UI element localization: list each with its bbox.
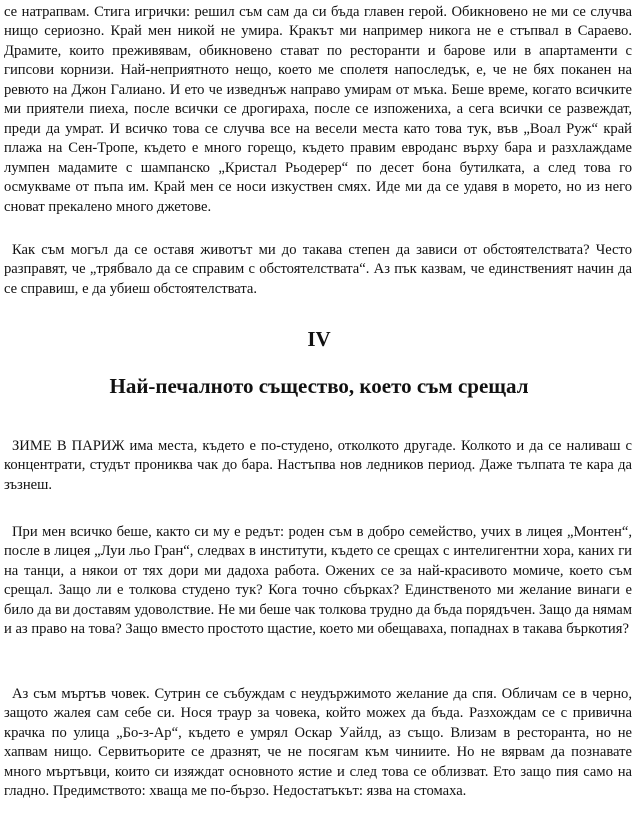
paragraph: Аз съм мъртъв човек. Сутрин се събуждам с неудържимото желание да спя. Обличам се в черно, защото жалея сам себе си. Нося траур за човека, който можех да бъда. Разхождам се с привична крачка по улица „Бо-з-Ар“, където е умрял Оскар Уайлд, аз също. Влизам в ресторанта, но не хапвам нищо. Сервитьорите се дразнят, че не посягам към чиниите. Но не вярвам да познавате много мъртъвци, които си изяждат основното ястие и след това се облизват. Ето защо пия само на гладно. Предимството: хваща ме по-бързо. Недостатъкът: язва на стомаха. [4, 686, 632, 800]
paragraph: При мен всичко беше, както си му е редът: роден съм в добро семейство, учих в лицея „Монтен“, после в лицея „Луи льо Гран“, следвах в институти, където се срещах с интелигентни хора, каних ги на танци, а някои от тях дори ми дадоха работа. Ожених се за най-красивото момиче, което съм срещал. Защо ли е толкова студено тук? Кога точно сбърках? Единственото ми желание винаги е било да ви доставям удоволствие. Не ми беше чак толкова трудно да бъда порядъчен. Защо да нямам и аз право на това? Защо вместо простото щастие, което ми обещаваха, попаднах в такава бъркотия? [4, 524, 632, 638]
paragraph-continued: се натрапвам. Стига игрички: решил съм сам да си бъда главен герой. Обикновено не ми се случва нищо сериозно. Край мен никой не умира. Кракът ми например никога не е стъпвал в Сараево. Драмите, които преживявам, обикновено стават по ресторанти и барове или в апартаменти с гипсови корнизи. Най-неприятното нещо, което ме сполетя напоследък, е, че не бях поканен на ревюто на Джон Галиано. И ето че изведнъж направо умирам от мъка. Беше време, когато всичките ми приятели пиеха, после всички се дрогираха, после се изпожениха, а сега всички се развеждат, преди да умрат. И всичко това се случва все на весели места като това тук, във „Воал Руж“ край плажа на Сен-Тропе, където е много горещо, където правим евроданс върху бара и разхлаждаме лумпен мадамите с шампанско „Кристал Рьодерер“ по десет бона бутилката, а след това го осмукваме от пъпа им. Край мен се носи изкуствен смях. Иде ми да се удавя в морето, но из него сноват прекалено много джетове. [4, 4, 632, 215]
chapter-number: IV [307, 327, 331, 351]
paragraph: Как съм могъл да се оставя животът ми до такава степен да зависи от обстоятелствата? Често разправят, че „трябвало да се справим с обстоятелствата“. Аз пък казвам, че единственият начин да се справиш, е да убиеш обстоятелствата. [4, 242, 632, 297]
paragraph: ЗИМЕ В ПАРИЖ има места, където е по-студено, отколкото другаде. Колкото и да се наливаш с концентрати, студът прониква чак до бара. Настъпва нов ледников период. Даже тълпата те кара да зъзнеш. [4, 438, 632, 493]
chapter-title: Най-печалното същество, което съм срещал [109, 374, 529, 398]
